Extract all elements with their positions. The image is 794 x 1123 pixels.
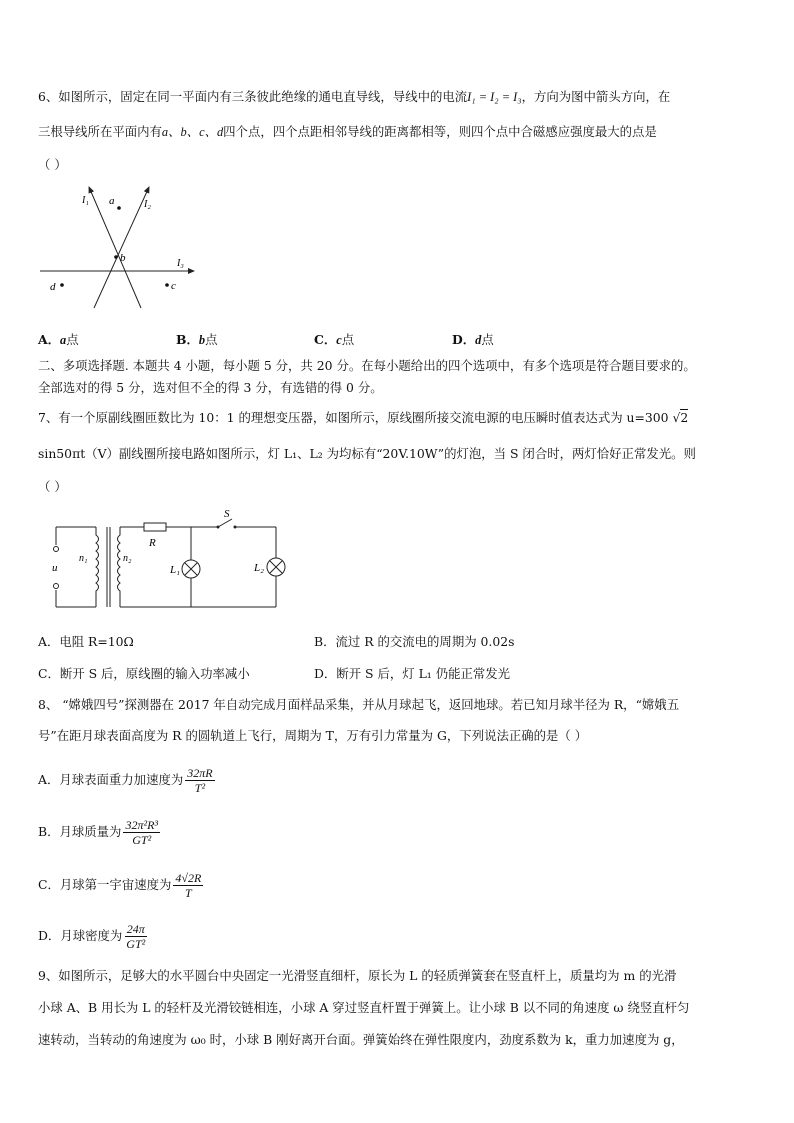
q9-line1: 9、如图所示，足够大的水平圆台中央固定一光滑竖直细杆，原长为 L 的轻质弹簧套在竖直杆上，质量均为 m 的光滑: [38, 968, 677, 983]
q8-option-d[interactable]: [38, 922, 147, 951]
fraction-numerator: 32πR: [187, 766, 213, 780]
q6-line1: [38, 89, 670, 105]
fraction-numerator: 32π²R³: [125, 818, 158, 832]
switch-s: [218, 519, 232, 527]
label-l1: L₁: [170, 564, 180, 576]
q6-option-b[interactable]: [176, 332, 217, 348]
sqrt-radicand: 2: [680, 410, 689, 425]
label-b: b: [120, 252, 126, 264]
point-c: [165, 283, 169, 287]
primary-coil: [96, 527, 99, 607]
terminal-bottom: [54, 584, 59, 589]
label-n1: n₁: [79, 553, 88, 564]
option-val: b: [198, 333, 206, 347]
fraction-denominator: GT²: [132, 833, 152, 847]
label-l2: L₂: [254, 562, 264, 574]
label-i2: I₂: [144, 199, 151, 210]
q6-text-d: 四个点，四个点距相邻导线的距离都相等，则四个点中合磁感应强度最大的点是: [223, 124, 657, 139]
option-val: a: [60, 333, 67, 347]
label-s: S: [224, 508, 230, 520]
option-text: A．月球表面重力加速度为: [38, 772, 184, 787]
q9-line3: 速转动，当转动的角速度为 ω₀ 时，小球 B 刚好离开台面。弹簧始终在弹性限度内，劲度系数为 k，重力加速度为 g，: [38, 1032, 684, 1047]
option-text: D．月球密度为: [38, 928, 123, 943]
fraction-numerator: 24π: [126, 922, 145, 936]
q6-figure: [36, 180, 206, 310]
q7-option-b[interactable]: B．流过 R 的交流电的周期为 0.02s: [314, 634, 515, 649]
q8-line1: 8、 “嫦娥四号”探测器在 2017 年自动完成月面样品采集，并从月球起飞，返回地球。若已知月球半径为 R，“嫦娥五: [38, 697, 680, 712]
fraction-denominator: GT²: [126, 937, 146, 951]
section2-line1: 二、多项选择题. 本题共 4 小题，每小题 5 分，共 20 分。在每小题给出的四个选项中，有多个选项是符合题目要求的。: [38, 358, 696, 373]
fraction-denominator: T²: [194, 781, 206, 795]
sqrt-sign: √: [672, 410, 681, 425]
q7-line1: [38, 410, 688, 426]
option-text: C．月球第一宇宙速度为: [38, 877, 172, 892]
q8-option-b[interactable]: [38, 818, 160, 847]
q6-text-a: 6、如图所示，固定在同一平面内有三条彼此绝缘的通电直导线，导线中的电流: [38, 89, 468, 104]
option-suffix: 点: [341, 332, 355, 347]
q6-text-b: ，方向为图中箭头方向，在: [521, 89, 671, 104]
q6-option-d[interactable]: [452, 332, 494, 348]
switch-pivot: [217, 526, 220, 529]
q7-figure: [46, 505, 296, 613]
q6-current-eq: I₁ = I₂ = I₃: [467, 90, 522, 104]
option-key: A．: [38, 332, 61, 347]
label-c: c: [171, 280, 176, 292]
section2-line2: 全部选对的得 5 分，选对但不全的得 3 分，有选错的得 0 分。: [38, 380, 383, 395]
q6-points: a、b、c、d: [161, 125, 224, 139]
resistor-r: [144, 523, 166, 531]
q8-option-c[interactable]: [38, 871, 203, 900]
q7-option-d[interactable]: D．断开 S 后，灯 L₁ 仍能正常发光: [314, 666, 511, 681]
label-d: d: [50, 281, 56, 293]
q8-line2: 号”在距月球表面高度为 R 的圆轨道上飞行，周期为 T，万有引力常量为 G，下列说法正确的是（ ）: [38, 728, 588, 743]
option-fraction: [173, 871, 203, 900]
option-fraction: [124, 922, 147, 951]
q7-option-c[interactable]: C．断开 S 后，原线圈的输入功率减小: [38, 666, 250, 681]
label-r: R: [149, 537, 156, 549]
secondary-coil: [118, 527, 121, 607]
option-fraction: [123, 818, 160, 847]
point-a: [117, 206, 121, 210]
label-n2: n₂: [123, 553, 132, 564]
q7-option-a[interactable]: A．电阻 R=10Ω: [38, 634, 134, 649]
option-key: B．: [176, 332, 199, 347]
option-key: C．: [314, 332, 337, 347]
option-fraction: [185, 766, 214, 795]
point-d: [60, 283, 64, 287]
option-key: D．: [452, 332, 476, 347]
option-suffix: 点: [66, 332, 79, 347]
q6-blank: （ ）: [38, 157, 67, 172]
q7-text-1: 7、有一个原副线圈匝数比为 10：1 的理想变压器，如图所示，原线圈所接交流电源的电压瞬时值表达式为 u=300: [38, 410, 669, 425]
q6-option-c[interactable]: [314, 332, 354, 348]
label-a: a: [109, 195, 115, 207]
label-i1: I₁: [82, 195, 89, 206]
q6-line2: [38, 124, 657, 140]
option-text: B．月球质量为: [38, 824, 122, 839]
fraction-numerator: 4√2R: [175, 871, 202, 885]
q7-line2: sin50πt（V）副线圈所接电路如图所示，灯 L₁、L₂ 为均标有“20V.10W”的灯泡，当 S 闭合时，两灯恰好正常发光。则: [38, 446, 696, 461]
label-i3: I₃: [177, 258, 184, 269]
q9-line2: 小球 A、B 用长为 L 的轻杆及光滑铰链相连，小球 A 穿过竖直杆置于弹簧上。让小球 B 以不同的角速度 ω 绕竖直杆匀: [38, 1000, 690, 1015]
option-suffix: 点: [205, 332, 218, 347]
q8-option-a[interactable]: [38, 766, 215, 795]
option-val: d: [475, 333, 482, 347]
fraction-denominator: T: [185, 886, 192, 900]
point-b: [114, 255, 118, 259]
terminal-top: [54, 547, 59, 552]
q6-option-a[interactable]: [38, 332, 79, 348]
option-val: c: [336, 333, 342, 347]
q6-text-c: 三根导线所在平面内有: [38, 124, 162, 139]
q7-blank: （ ）: [38, 479, 67, 494]
wire-i2: [94, 187, 149, 308]
option-suffix: 点: [481, 332, 494, 347]
label-u: u: [52, 562, 58, 574]
wire-i1: [89, 187, 141, 308]
